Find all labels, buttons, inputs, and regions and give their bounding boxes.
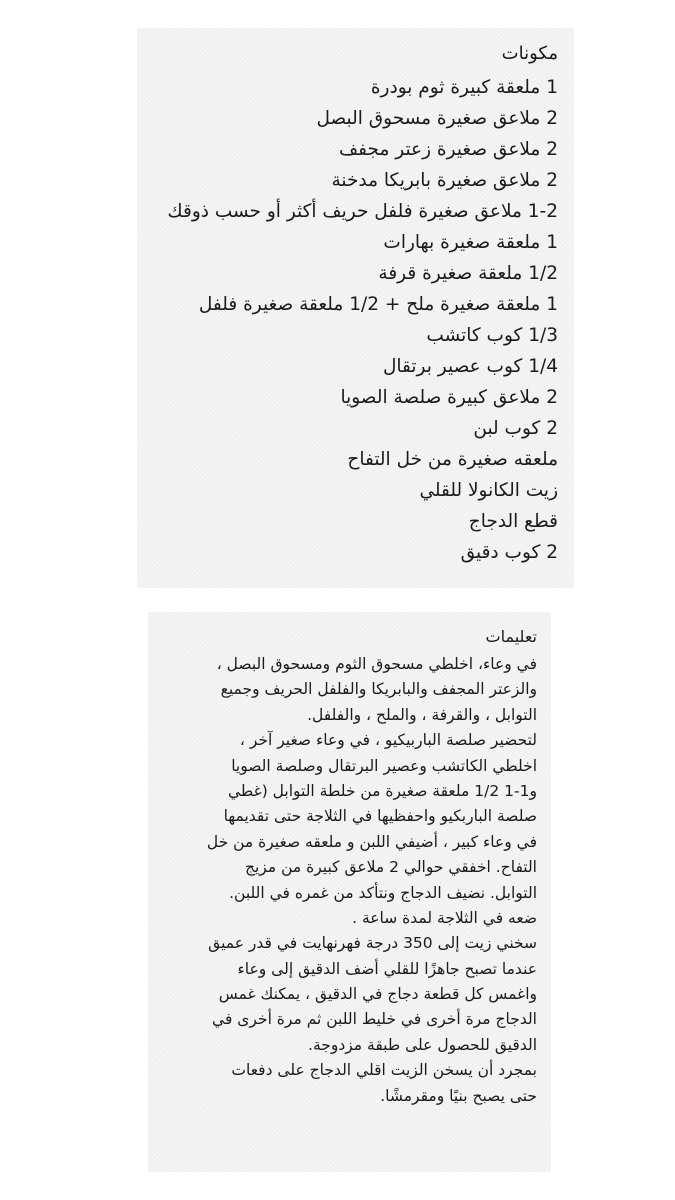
instruction-line: التوابل. نضيف الدجاج ونتأكد من غمره في اللبن. <box>229 883 537 902</box>
instructions-body <box>156 652 537 1109</box>
ingredient-item: 1/2 ملعقة صغيرة قرفة <box>378 263 558 284</box>
ingredients-list <box>147 72 558 568</box>
ingredient-item: 1/3 كوب كاتشب <box>426 325 558 346</box>
ingredient-item: 1 ملعقة كبيرة ثوم بودرة <box>370 77 558 98</box>
ingredient-item: ملعقه صغيرة من خل التفاح <box>347 449 558 470</box>
instruction-line: عندما تصبح جاهزًا للقلي أضف الدقيق إلى وعاء <box>237 959 537 978</box>
ingredient-item: قطع الدجاج <box>468 511 558 532</box>
ingredient-item: 2 كوب دقيق <box>460 542 558 563</box>
ingredient-item: 2 ملاعق صغيرة مسحوق البصل <box>316 108 558 129</box>
instructions-card <box>148 612 551 1172</box>
instruction-line: اخلطي الكاتشب وعصير البرتقال وصلصة الصويا <box>231 756 537 775</box>
instruction-line: ضعه في الثلاجة لمدة ساعة . <box>352 908 537 927</box>
instruction-line: سخني زيت إلى 350 درجة فهرنهايت في قدر عميق <box>208 934 537 953</box>
ingredient-item: 2 ملاعق صغيرة زعتر مجفف <box>339 139 558 160</box>
instruction-line: لتحضير صلصة الباربيكيو ، في وعاء صغير آخر ، <box>239 731 537 750</box>
instruction-line: و1-1 1/2 ملعقة صغيرة من خلطة التوابل (غطي <box>227 781 537 800</box>
instruction-line: الدجاج مرة أخرى في خليط اللبن ثم مرة أخرى في <box>212 1010 537 1029</box>
instruction-line: حتى يصبح بنيًا ومقرمشًا. <box>380 1086 537 1105</box>
ingredient-item: 2 ملاعق كبيرة صلصة الصويا <box>340 387 558 408</box>
ingredients-title: مكونات <box>501 43 558 64</box>
instruction-line: في وعاء، اخلطي مسحوق الثوم ومسحوق البصل ، <box>216 655 537 673</box>
instruction-line: والزعتر المجفف والبابريكا والفلفل الحريف وجميع <box>220 680 537 699</box>
ingredients-card <box>137 28 574 588</box>
ingredient-item: زيت الكانولا للقلي <box>419 480 558 501</box>
instruction-line: صلصة الباربكيو واحفظيها في الثلاجة حتى تقديمها <box>223 807 537 826</box>
ingredient-item: 2 كوب لبن <box>473 418 558 439</box>
instruction-line: بمجرد أن يسخن الزيت اقلي الدجاج على دفعات <box>231 1061 537 1080</box>
ingredient-item: 1-2 ملاعق صغيرة فلفل حريف أكثر أو حسب ذوقك <box>167 201 558 222</box>
instruction-line: التفاح. اخفقي حوالي 2 ملاعق كبيرة من مزيج <box>244 858 537 877</box>
instructions-title: تعليمات <box>485 627 537 646</box>
ingredient-item: 1/4 كوب عصير برتقال <box>382 356 558 377</box>
ingredient-item: 1 ملعقة صغيرة ملح + 1/2 ملعقة صغيرة فلفل <box>198 294 558 315</box>
instruction-line: التوابل ، والقرفة ، والملح ، والفلفل. <box>307 705 537 724</box>
instruction-line: الدقيق للحصول على طبقة مزدوجة. <box>308 1035 537 1054</box>
ingredient-item: 1 ملعقة صغيرة بهارات <box>383 232 558 253</box>
instruction-line: في وعاء كبير ، أضيفي اللبن و ملعقه صغيرة من خل <box>206 832 537 851</box>
ingredient-item: 2 ملاعق صغيرة بابريكا مدخنة <box>331 170 558 191</box>
instruction-line: واغمس كل قطعة دجاج في الدقيق ، يمكنك غمس <box>218 985 537 1004</box>
